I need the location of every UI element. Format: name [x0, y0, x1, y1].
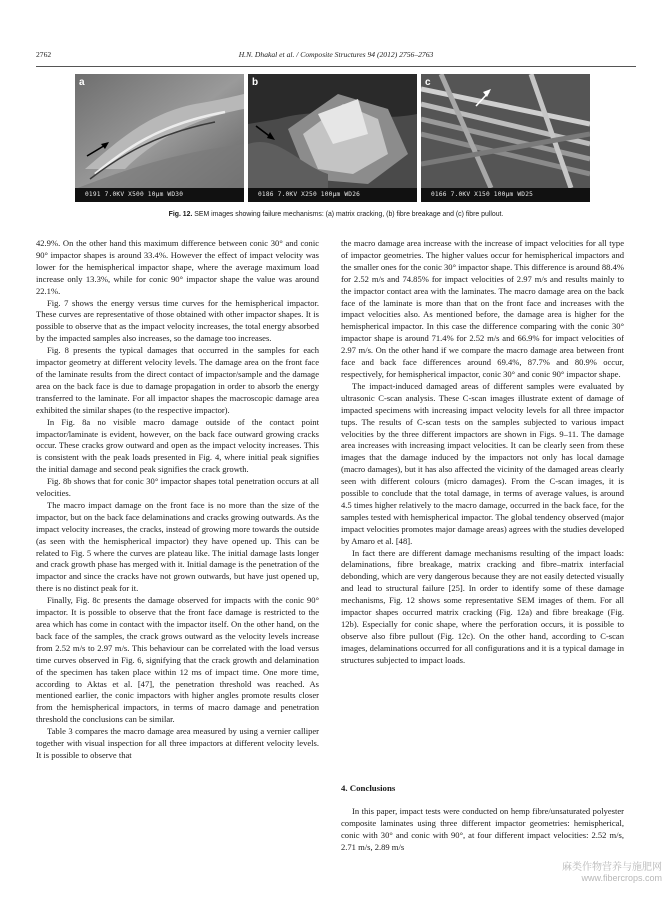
- scalebar-c: 0166 7.0KV X150 100μm WD25: [421, 188, 590, 202]
- paragraph: In this paper, impact tests were conducted on hemp fibre/unsaturated polyester composite laminates using three different impactor geometries: hemispherical, conic with 30° and conic with 90°, at four different impact velocities: 2.52 m/s, 2.71 m/s, 2.89 m/s: [341, 806, 624, 852]
- section-heading: 4. Conclusions: [341, 783, 396, 793]
- conclusions-text: [341, 806, 624, 854]
- journal-reference: H.N. Dhakal et al. / Composite Structures 94 (2012) 2756–2763: [238, 50, 434, 59]
- sem-panel-b: [248, 74, 417, 202]
- caption-label: Fig. 12.: [168, 211, 193, 218]
- watermark-line-2: www.fibercrops.com: [581, 873, 662, 883]
- running-header: [36, 50, 636, 62]
- paragraph: The impact-induced damaged areas of different samples were evaluated by ultrasonic C-scan analysis. These C-scan images illustrate extent of damage of impacted specimens with increasing impact velocity levels for all three impactor tups. The results of C-scan tests on the samples subjected to various impact velocities by the three different impactors are shown in Figs. 9–11. The damage area increases with increasing impact velocities. It can be clearly seen from these images that the damage induced by the impactors not only has local damage (macro damages), but it has also affected the vicinity of the damaged areas clearly seen with different colours (micro damages). From the C-scan images, it is possible to conclude that the total damage, in terms of average values, is around 4.5 times higher relatively to the macro damage, occurred in the back face, for the samples tested with hemispherical impactor. The global tendency observed (major impact velocities promotes major damage areas) agrees with the studies developed by Amaro et al. [48].: [341, 380, 624, 546]
- caption-text: SEM images showing failure mechanisms: (a) matrix cracking, (b) fibre breakage and (c) fibre pullout.: [192, 211, 504, 218]
- left-column: [36, 238, 319, 762]
- paragraph: the macro damage area increase with the increase of impact velocities for all type of impactor geometries. The higher values occur for hemispherical impactors and the smaller ones for the conic 30° impactor shape. This difference is around 88.4% for 2.52 m/s and 74.85% for impact velocities of 2.97 m/s and results mainly to the impactor contact area with the laminates. The macro damage area on the back face of the laminate is more than that on the front face and increases with the impact velocities also. As mentioned before, the damage area is higher for the hemispherical impactor. In this case the difference comparing with the conic 30° impactor shape is around 71.4% for 2.52 m/s and 66.9% for impact velocities of 2.97 m/s. On the other hand if we compare the macro damage area between front face and back face differences around 69.4%, 87.7% and 80.9% occur, respectively, for hemispherical impactor, conic 30° and conic 90° impactor shape.: [341, 238, 624, 379]
- paragraph: 42.9%. On the other hand this maximum difference between conic 30° and conic 90° impactor shapes is around 33.4%. However the effect of impact velocity was lower for the hemispherical impactor shape, where the average maximum load increase only 13.3%, while for conic 90° impactor shape the value was around 22.1%.: [36, 238, 319, 296]
- paragraph: In fact there are different damage mechanisms resulting of the impact loads: delaminations, fibre breakage, matrix cracking and fibre–matrix interfacial debonding, which are very dangerous because they are not easily detected visually and lead to structural failure [25]. In order to identify some of these damage mechanisms, Fig. 12 shows some representative SEM images of them. For all impactor shapes occurred matrix cracking (Fig. 12a) and fibre breakage (Fig. 12b). Especially for conic shape, where the perforation occurs, it is possible to observe also fibre pullout (Fig. 12c). On the other hand, according to C-scan images, delaminations occurred for all configurations and it is a typical damage in structures subjected to impact loads.: [341, 547, 624, 665]
- paragraph: Fig. 8 presents the typical damages that occurred in the samples for each impactor geometry at different velocity levels. The damage area on the front face of the laminate results from the direct contact of impactor/sample and the damage area on the back face is due to damage propagation in order to absorb the energy transferred to the laminate. For all impactor shapes the macroscopic damage area exhibited the similar shapes (to the respective impactor).: [36, 345, 319, 415]
- paragraph: Fig. 8b shows that for conic 30° impactor shapes total penetration occurs at all velocities.: [36, 476, 319, 499]
- panel-label-b: b: [252, 77, 259, 88]
- paragraph: Table 3 compares the macro damage area measured by using a vernier calliper together with visual inspection for all three impactors at different velocity levels. It is possible to observe that: [36, 726, 319, 760]
- paragraph: Finally, Fig. 8c presents the damage observed for impacts with the conic 90° impactor. It is possible to observe that the front face damage is restricted to the area which has come in contact with the impactor itself. On the other hand, on the back face of the samples, the crack grows outward as the velocity levels increase from 2.52 m/s to 2.97 m/s. This behaviour can be correlated with the load versus time curves observed in Fig. 6, signifying that the crack growth and delamination of the specimen has taken place within 12 ms of impact time. One more time, according to Aktas et al. [47], the penetration threshold was reached. As mentioned earlier, the conic impactors with higher angles promote results closer from the hemispherical impactors, in terms of macro damage and penetration threshold the conclusions can be similar.: [36, 595, 319, 725]
- paragraph: The macro impact damage on the front face is no more than the size of the impactor, but on the back face delaminations and cracks growing outwards. As the impact velocity increases, the cracks, instead of growing more towards the outside (as seen with the hemispherical impactor) they have opened up. This can be related to Fig. 5 where the curves are plateau like. The initial damage lasts longer and crack growth phase has merged with it. Initial damage is the penetration of the impactor and since the cracks have not grown outwards, but have just opened up, there is no distinct peak for it.: [36, 499, 319, 594]
- page-number: 2762: [36, 50, 52, 59]
- sem-image-b: [248, 74, 417, 202]
- sem-image-a: [75, 74, 244, 202]
- right-column: [341, 238, 624, 667]
- panel-label-c: c: [425, 77, 431, 88]
- paragraph: In Fig. 8a no visible macro damage outside of the contact point impactor/laminate is evident, however, on the back face outward growing cracks occur. These cracks grow outward and open as the impact velocity increases. This is consistent with the peak loads presented in Fig. 4, where initial peak signifies the initial damage and second peak signifies the crack growth.: [36, 416, 319, 475]
- figure-caption: [36, 211, 636, 218]
- watermark: [562, 858, 662, 883]
- scalebar-b: 0186 7.0KV X250 100μm WD26: [248, 188, 417, 202]
- sem-image-c: [421, 74, 590, 202]
- sem-panel-c: [421, 74, 590, 202]
- panel-label-a: a: [79, 77, 85, 88]
- sem-panel-a: [75, 74, 244, 202]
- paragraph: Fig. 7 shows the energy versus time curves for the hemispherical impactor. These curves are representative of those obtained with other impactor shapes. It is possible to observe that as the impact velocity increases, the total energy absorbed by the impacted samples also increases, so the damage too increases.: [36, 297, 319, 344]
- scalebar-a: 0191 7.0KV X500 10μm WD30: [75, 188, 244, 202]
- header-rule: [36, 66, 636, 67]
- watermark-line-1: 麻类作物营养与施肥网: [562, 862, 662, 873]
